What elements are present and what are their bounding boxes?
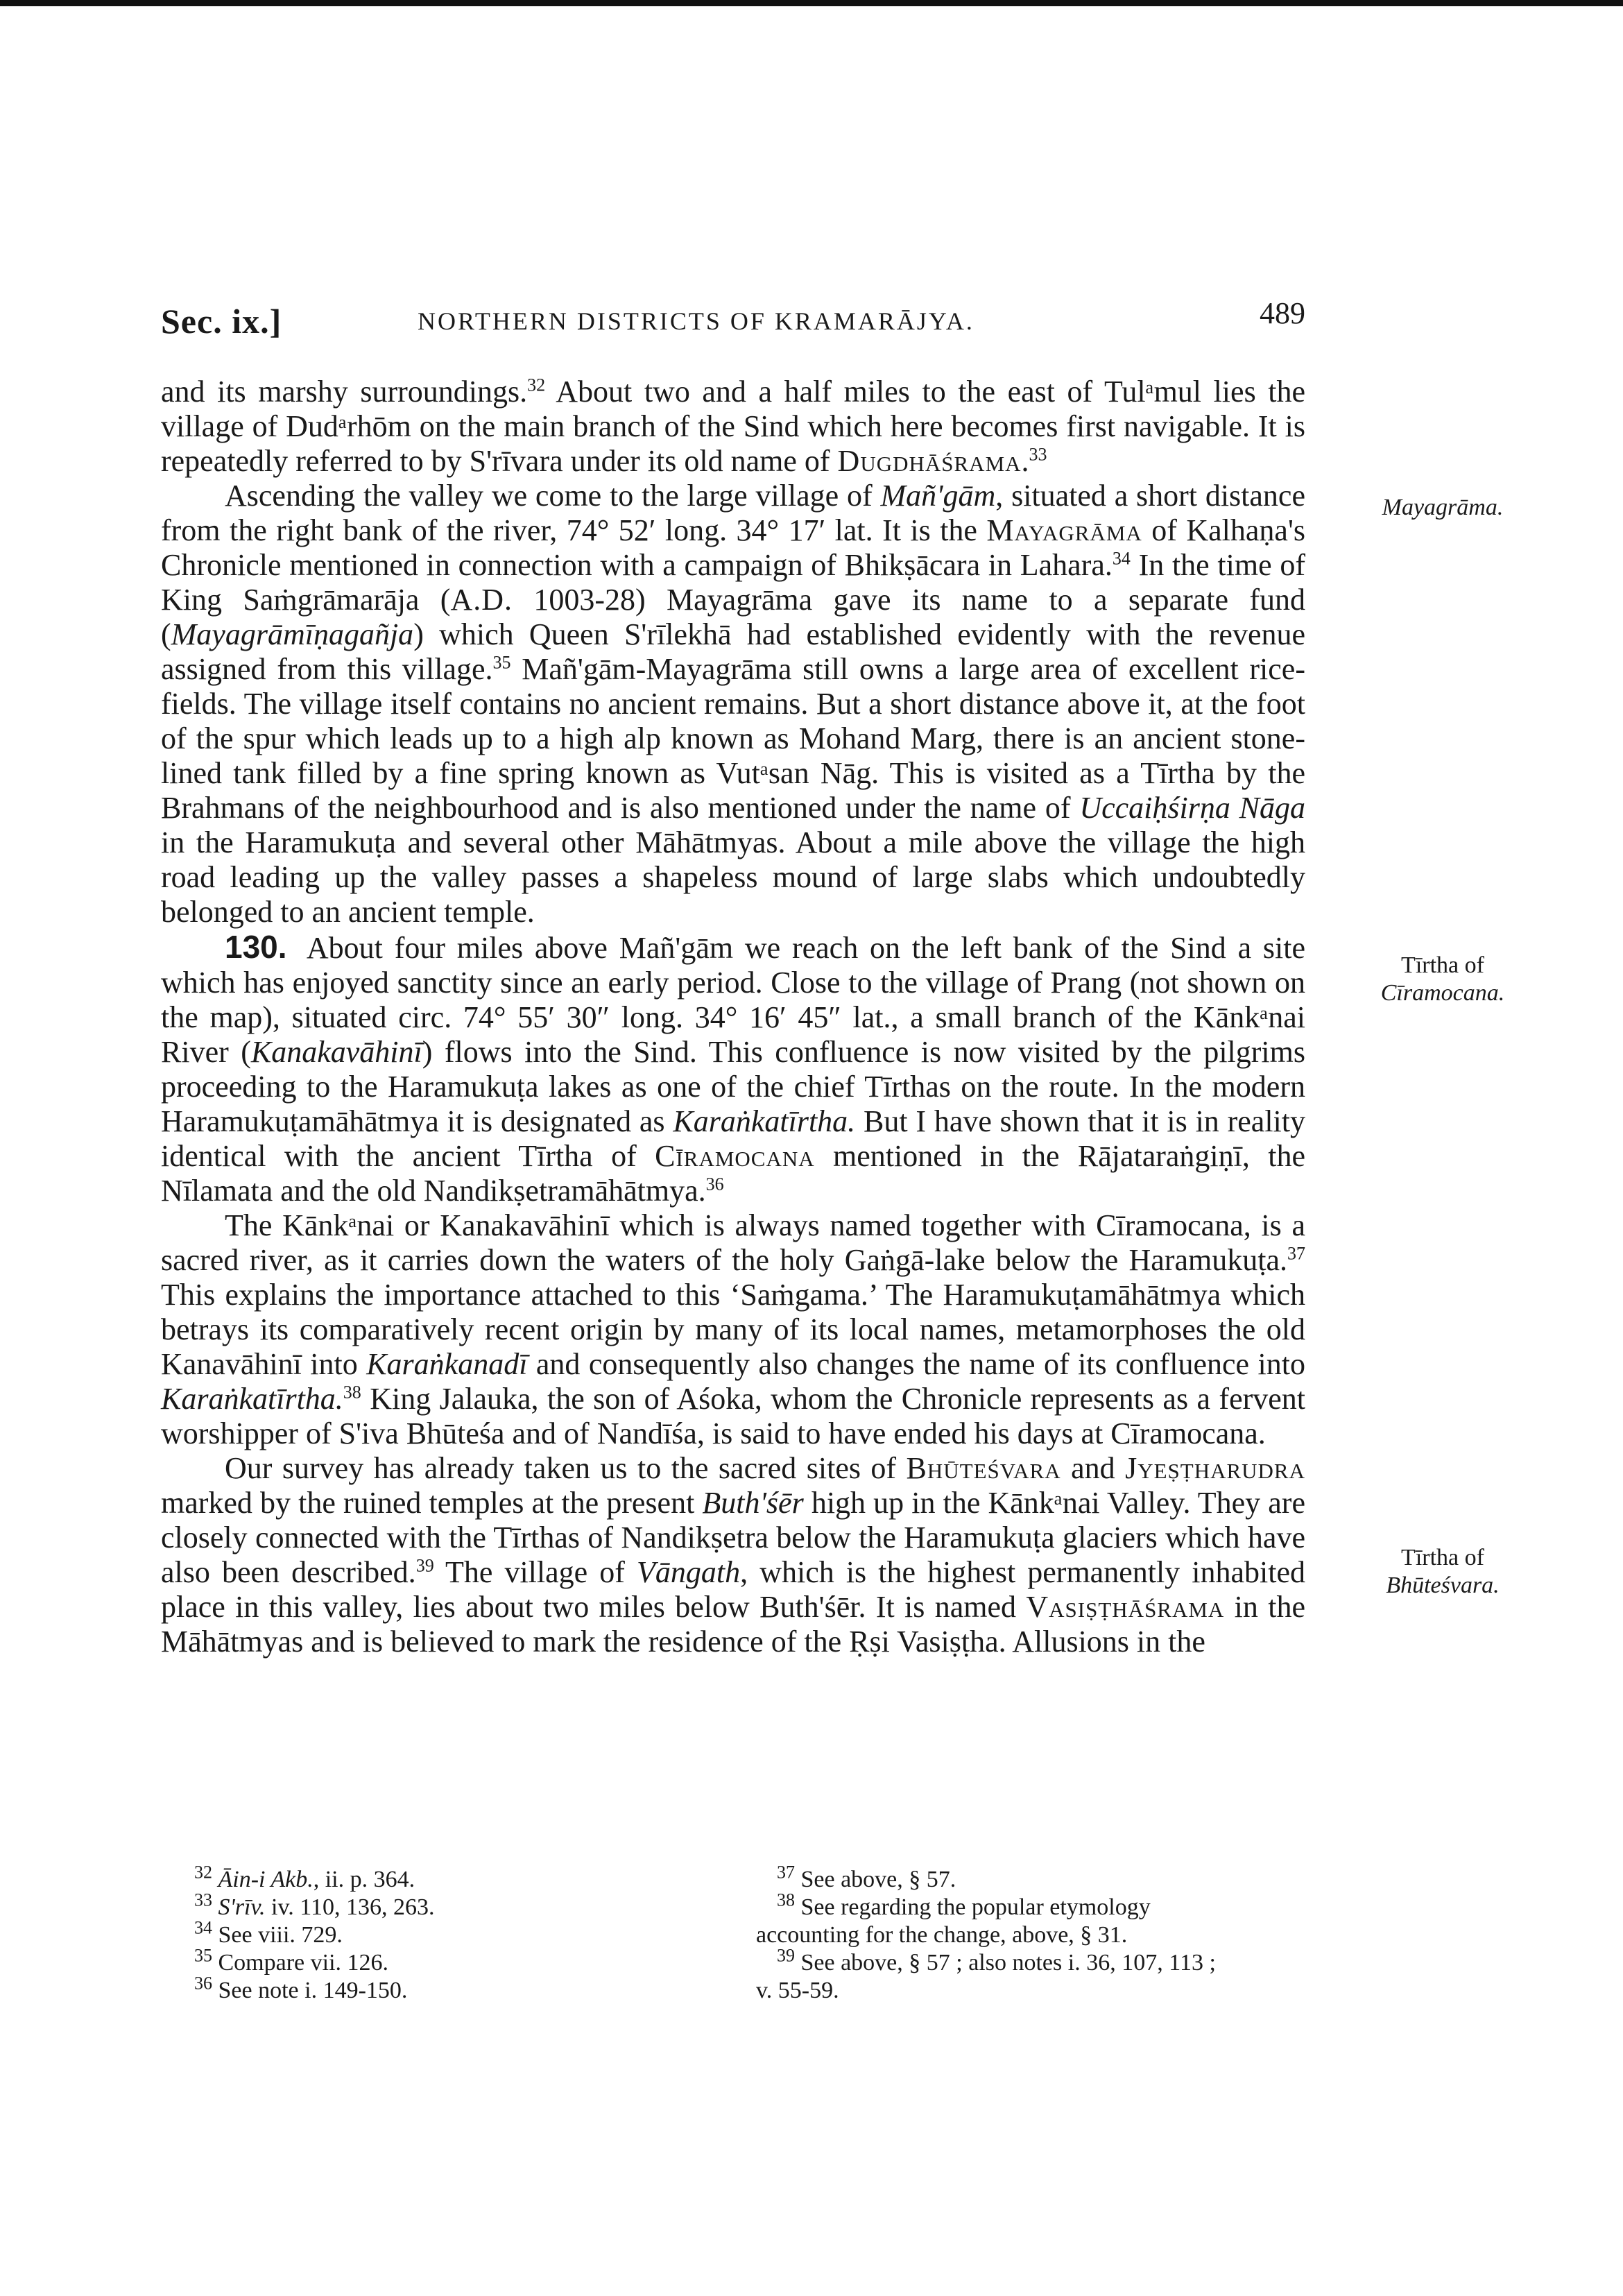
- paragraph-4: The Kānkᵃnai or Kanakavāhinī which is always named together with Cīramocana, is a sacred river, as it carries down the waters of the holy Gaṅgā-lake below the Haramukuṭa.$^{37}$ This explains the importance attached to this ‘Saṁgama.’ The Haramukuṭamāhātmya which betrays its comparatively recent origin by many of its local names, metamorphoses the old Kanavāhinī into Karaṅkanadī and consequently also changes the name of its confluence into Karaṅkatīrtha.$^{38}$ King Jalauka, the son of Aśoka, whom the Chronicle represents as a fervent worshipper of S'iva Bhūteśa and of Nandīśa, is said to have ended his days at Cīramocana.: [161, 1208, 1306, 1450]
- section-number: 130.: [225, 929, 287, 965]
- footnote-34: $^{34}$ See viii. 729.: [194, 1917, 343, 1948]
- footnote-32: $^{32}$ Āin-i Akb., ii. p. 364.: [194, 1862, 415, 1892]
- footnote-36: $^{36}$ See note i. 149-150.: [194, 1973, 408, 2003]
- footnote-39-continued: v. 55-59.: [756, 1978, 839, 2003]
- scan-top-border: [0, 0, 1623, 6]
- paragraph-3: 130. About four miles above Mañ'gām we reach on the left bank of the Sind a site which has enjoyed sanctity since an early period. Close to the village of Prang (not shown on the map), situated circ. 74° 55′ 30″ long. 34° 16′ 45″ lat., a small branch of the Kānkᵃnai River (Kanakavāhinī) flows into the Sind. This confluence is now visited by the pilgrims proceeding to the Haramukuṭa lakes as one of the chief Tīrthas on the route. In the modern Haramukuṭamāhātmya it is designated as Karaṅkatīrtha. But I have shown that it is in reality identical with the ancient Tīrtha of Cīramocana mentioned in the Rājataraṅgiṇī, the Nīlamata and the old Nandikṣetramāhātmya.$^{36}$: [161, 929, 1305, 1208]
- footnote-ref: 37: [1287, 1243, 1305, 1264]
- page: [161, 291, 1305, 1659]
- place-name: Vasiṣṭhāśrama: [1026, 1590, 1225, 1624]
- page-number: 489: [1260, 296, 1305, 330]
- footnote-ref: 34: [1112, 548, 1131, 569]
- place-name: Dugdhāśrama: [837, 444, 1022, 478]
- footnote-ref: 36: [705, 1174, 724, 1194]
- paragraph-2: Ascending the valley we come to the large village of Mañ'gām, situated a short distance from the right bank of the river, 74° 52′ long. 34° 17′ lat. It is the Mayagrāma of Kalhaṇa's Chronicle mentioned in connection with a campaign of Bhikṣācara in Lahara.$^{34}$ In the time of King Saṁgrāmarāja (A.D. 1003-28) Mayagrāma gave its name to a separate fund (Mayagrāmīṇagañja) which Queen S'rīlekhā had established evidently with the revenue assigned from this village.$^{35}$ Mañ'gām-Mayagrāma still owns a large area of excellent rice-fields. The village itself contains no ancient remains. But a short distance above it, at the foot of the spur which leads up to a high alp known as Mohand Marg, there is an ancient stone-lined tank filled by a fine spring known as Vutᵃsan Nāg. This is visited as a Tīrtha by the Brahmans of the neighbourhood and is also mentioned under the name of Uccaiḥśirṇa Nāga in the Haramukuṭa and several other Māhātmyas. About a mile above the village the high road leading up the valley passes a shapeless mound of large slabs which undoubtedly belonged to an ancient temple.: [161, 479, 1306, 929]
- place-name: Bhūteśvara: [906, 1451, 1061, 1485]
- footnote-ref: 35: [492, 652, 511, 673]
- footnotes-left-column: [194, 1862, 680, 2005]
- section-label: Sec. ix.]: [161, 302, 282, 341]
- paragraph-5: Our survey has already taken us to the sacred sites of Bhūteśvara and Jyeṣṭharudra marked by the ruined temples at the present Buth'śēr high up in the Kānkᵃnai Valley. They are closely connected with the Tīrthas of Nandikṣetra below the Haramukuṭa glaciers which have also been described.$^{39}$ The village of Vāngath, which is the highest permanently inhabited place in this valley, lies about two miles below Buth'śēr. It is named Vasiṣṭhāśrama in the Māhātmyas and is believed to mark the residence of the Ṛṣi Vasiṣṭha. Allusions in the: [161, 1451, 1306, 1659]
- footnote-ref: 38: [343, 1382, 361, 1403]
- sidenote-mayagrama: Mayagrāma.: [1382, 495, 1504, 520]
- footnote-38: $^{38}$ See regarding the popular etymology: [777, 1890, 1151, 1920]
- footnote-39: $^{39}$ See above, § 57 ; also notes i. 36, 107, 113 ;: [777, 1945, 1216, 1976]
- sidenote-bhutesvara: Tīrtha of Bhūteśvara.: [1386, 1545, 1500, 1598]
- place-name: Mañ'gām: [880, 479, 996, 513]
- footnote-35: $^{35}$ Compare vii. 126.: [194, 1945, 389, 1976]
- place-name: Jyeṣṭharudra: [1125, 1451, 1305, 1485]
- footnote-38-continued: accounting for the change, above, § 31.: [756, 1922, 1128, 1948]
- footnote-ref: 33: [1029, 444, 1047, 465]
- place-name: Mayagrāma: [986, 513, 1142, 547]
- place-name: Cīramocana: [655, 1139, 815, 1173]
- running-title: NORTHERN DISTRICTS OF KRAMARĀJYA.: [418, 307, 974, 335]
- footnotes-right-column: [756, 1862, 1304, 2005]
- footnote-ref: 32: [527, 375, 546, 395]
- body-text: [161, 375, 1305, 1659]
- footnote-33: $^{33}$ S'rīv. iv. 110, 136, 263.: [194, 1890, 435, 1920]
- running-header: [161, 291, 1305, 340]
- footnote-ref: 39: [415, 1555, 434, 1576]
- paragraph-1: and its marshy surroundings.$^{32}$ About two and a half miles to the east of Tulᵃmul lies the village of Dudᵃrhōm on the main branch of the Sind which here becomes first navigable. It is repeatedly referred to by S'rīvara under its old name of Dugdhāśrama.$^{33}$: [161, 375, 1306, 478]
- sidenote-ciramocana: Tīrtha of Cīramocana.: [1380, 952, 1505, 1006]
- footnote-37: $^{37}$ See above, § 57.: [777, 1862, 956, 1892]
